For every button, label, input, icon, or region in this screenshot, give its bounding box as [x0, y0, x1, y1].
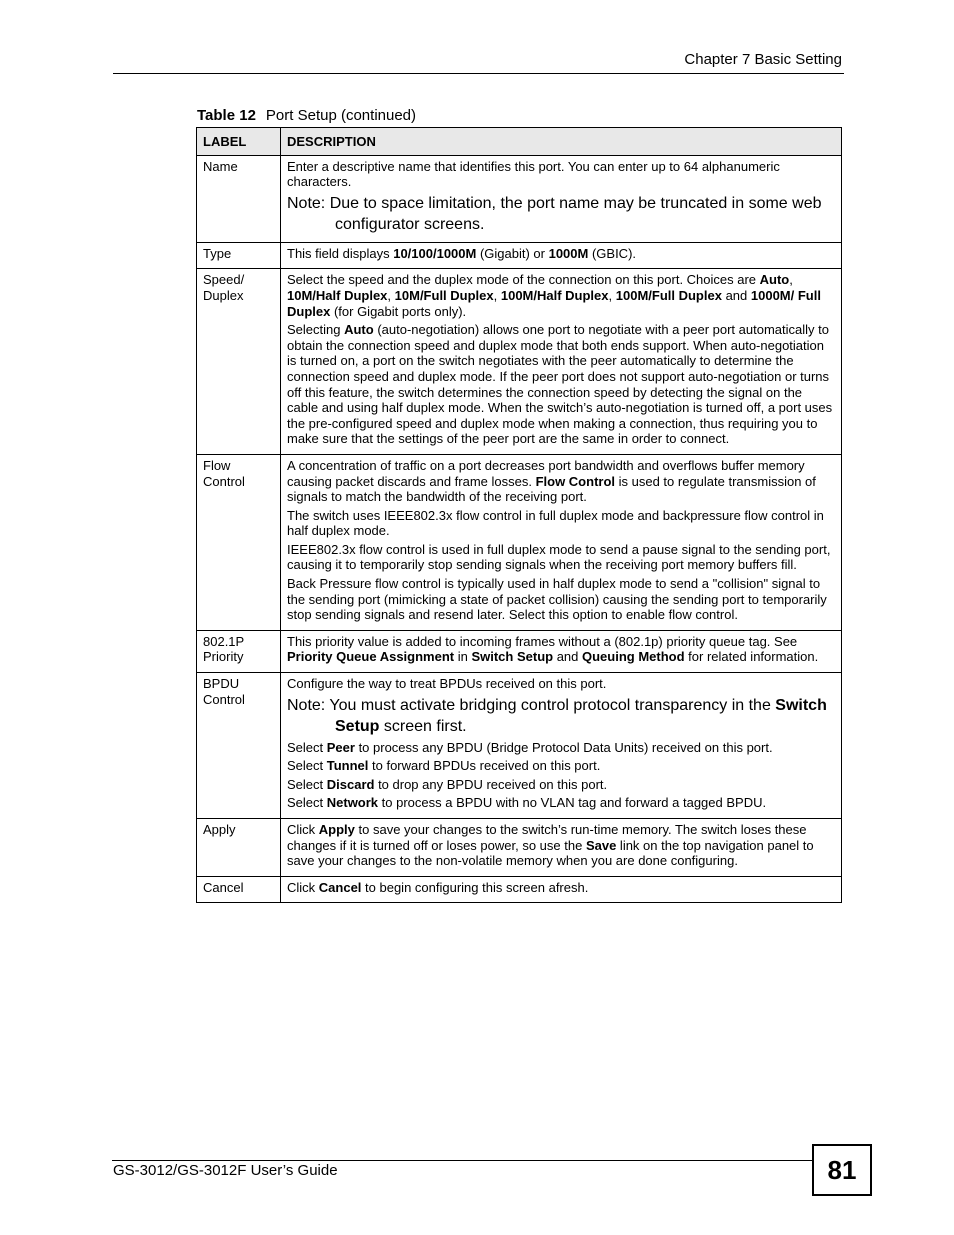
table-row-type	[197, 242, 842, 269]
label-column-header: LABEL	[197, 128, 281, 156]
page-number: 81	[812, 1144, 872, 1196]
table-header-row	[197, 128, 842, 156]
table-row-flow-control	[197, 454, 842, 630]
row-label: 802.1P Priority	[197, 630, 281, 672]
chapter-header: Chapter 7 Basic Setting	[684, 51, 842, 68]
table-row-speed-duplex	[197, 269, 842, 455]
row-description	[281, 819, 842, 877]
description-text: Select the speed and the duplex mode of the connection on this port. Choices are Auto, 10M/Half Duplex, 10M/Full Duplex, 100M/Half Duplex, 100M/Full Duplex and 1000M/ Full Duplex (for Gigabit ports only).	[287, 272, 821, 319]
row-label: Flow Control	[197, 454, 281, 630]
description-text: This priority value is added to incoming frames without a (802.1p) priority queue tag. See Priority Queue Assignment in Switch Setup and Queuing Method for related information.	[287, 633, 819, 665]
footer-divider	[112, 1160, 812, 1161]
description-text: Back Pressure flow control is typically used in half duplex mode to send a "collision" signal to the sending port (mimicking a state of packet collision) causing the sending port to temporarily stop sending signals and resend later. Select this option to enable flow control.	[287, 576, 827, 623]
table-row-bpdu-control	[197, 673, 842, 819]
description-text: Enter a descriptive name that identifies this port. You can enter up to 64 alphanumeric characters.	[287, 158, 780, 190]
description-text: Click Cancel to begin configuring this screen afresh.	[287, 879, 589, 895]
row-label: Apply	[197, 819, 281, 877]
description-text: Select Tunnel to forward BPDUs received on this port.	[287, 758, 601, 774]
table-row-name	[197, 155, 842, 242]
table-row-apply	[197, 819, 842, 877]
description-text: A concentration of traffic on a port decreases port bandwidth and overflows buffer memory causing packet discards and frame losses. Flow Control is used to regulate transmission of signals to match the bandwidth of the receiving port.	[287, 457, 816, 505]
description-text: Configure the way to treat BPDUs received on this port.	[287, 676, 607, 692]
note-text: Note: Due to space limitation, the port name may be truncated in some web configurator screens.	[287, 194, 822, 233]
header-divider	[113, 73, 844, 74]
guide-title: GS-3012/GS-3012F User’s Guide	[113, 1162, 338, 1179]
table-row-cancel	[197, 876, 842, 903]
description-text: The switch uses IEEE802.3x flow control in full duplex mode and backpressure flow control in half duplex mode.	[287, 507, 824, 539]
row-description	[281, 876, 842, 903]
description-text: Select Peer to process any BPDU (Bridge Protocol Data Units) received on this port.	[287, 739, 773, 755]
row-label: Speed/ Duplex	[197, 269, 281, 455]
description-text: Selecting Auto (auto-negotiation) allows one port to negotiate with a peer port automatically to obtain the connection speed and duplex mode that both ends support. When auto-negotiation is turned on, a port on the switch negotiates with the peer automatically to determine the connection speed and duplex mode. If the peer port does not support auto-negotiation or turns off this feature, the switch determines the connection speed by detecting the signal on the cable and using half duplex mode. When the switch’s auto-negotiation is turned off, a port uses the pre-configured speed and duplex mode when making a connection, thus requiring you to make sure that the settings of the peer port are the same in order to connect.	[287, 322, 833, 447]
description-column-header: DESCRIPTION	[281, 128, 842, 156]
table-caption	[197, 107, 416, 124]
description-text: IEEE802.3x flow control is used in full duplex mode to send a pause signal to the sending port, causing it to temporarily stop sending signals when the receiving port memory buffers fill.	[287, 541, 831, 573]
row-label: Type	[197, 242, 281, 269]
row-description	[281, 269, 842, 455]
row-label: Name	[197, 155, 281, 242]
description-text: This field displays 10/100/1000M (Gigabit) or 1000M (GBIC).	[287, 245, 637, 261]
table-title: Port Setup (continued)	[265, 107, 417, 124]
row-description	[281, 630, 842, 672]
row-description	[281, 454, 842, 630]
row-description	[281, 242, 842, 269]
table-number: Table 12	[197, 107, 256, 124]
description-text: Select Discard to drop any BPDU received on this port.	[287, 776, 608, 792]
description-text: Select Network to process a BPDU with no VLAN tag and forward a tagged BPDU.	[287, 795, 767, 811]
table-row-802-1p-priority	[197, 630, 842, 672]
row-label: Cancel	[197, 876, 281, 903]
row-label: BPDU Control	[197, 673, 281, 819]
row-description	[281, 155, 842, 242]
row-description	[281, 673, 842, 819]
note-text: Note: You must activate bridging control protocol transparency in the Switch Setup screen first.	[287, 696, 827, 735]
description-text: Click Apply to save your changes to the switch’s run-time memory. The switch loses these changes if it is turned off or loses power, so use the Save link on the top navigation panel to save your changes to the non-volatile memory when you are done configuring.	[287, 822, 814, 869]
port-setup-table	[196, 127, 842, 903]
